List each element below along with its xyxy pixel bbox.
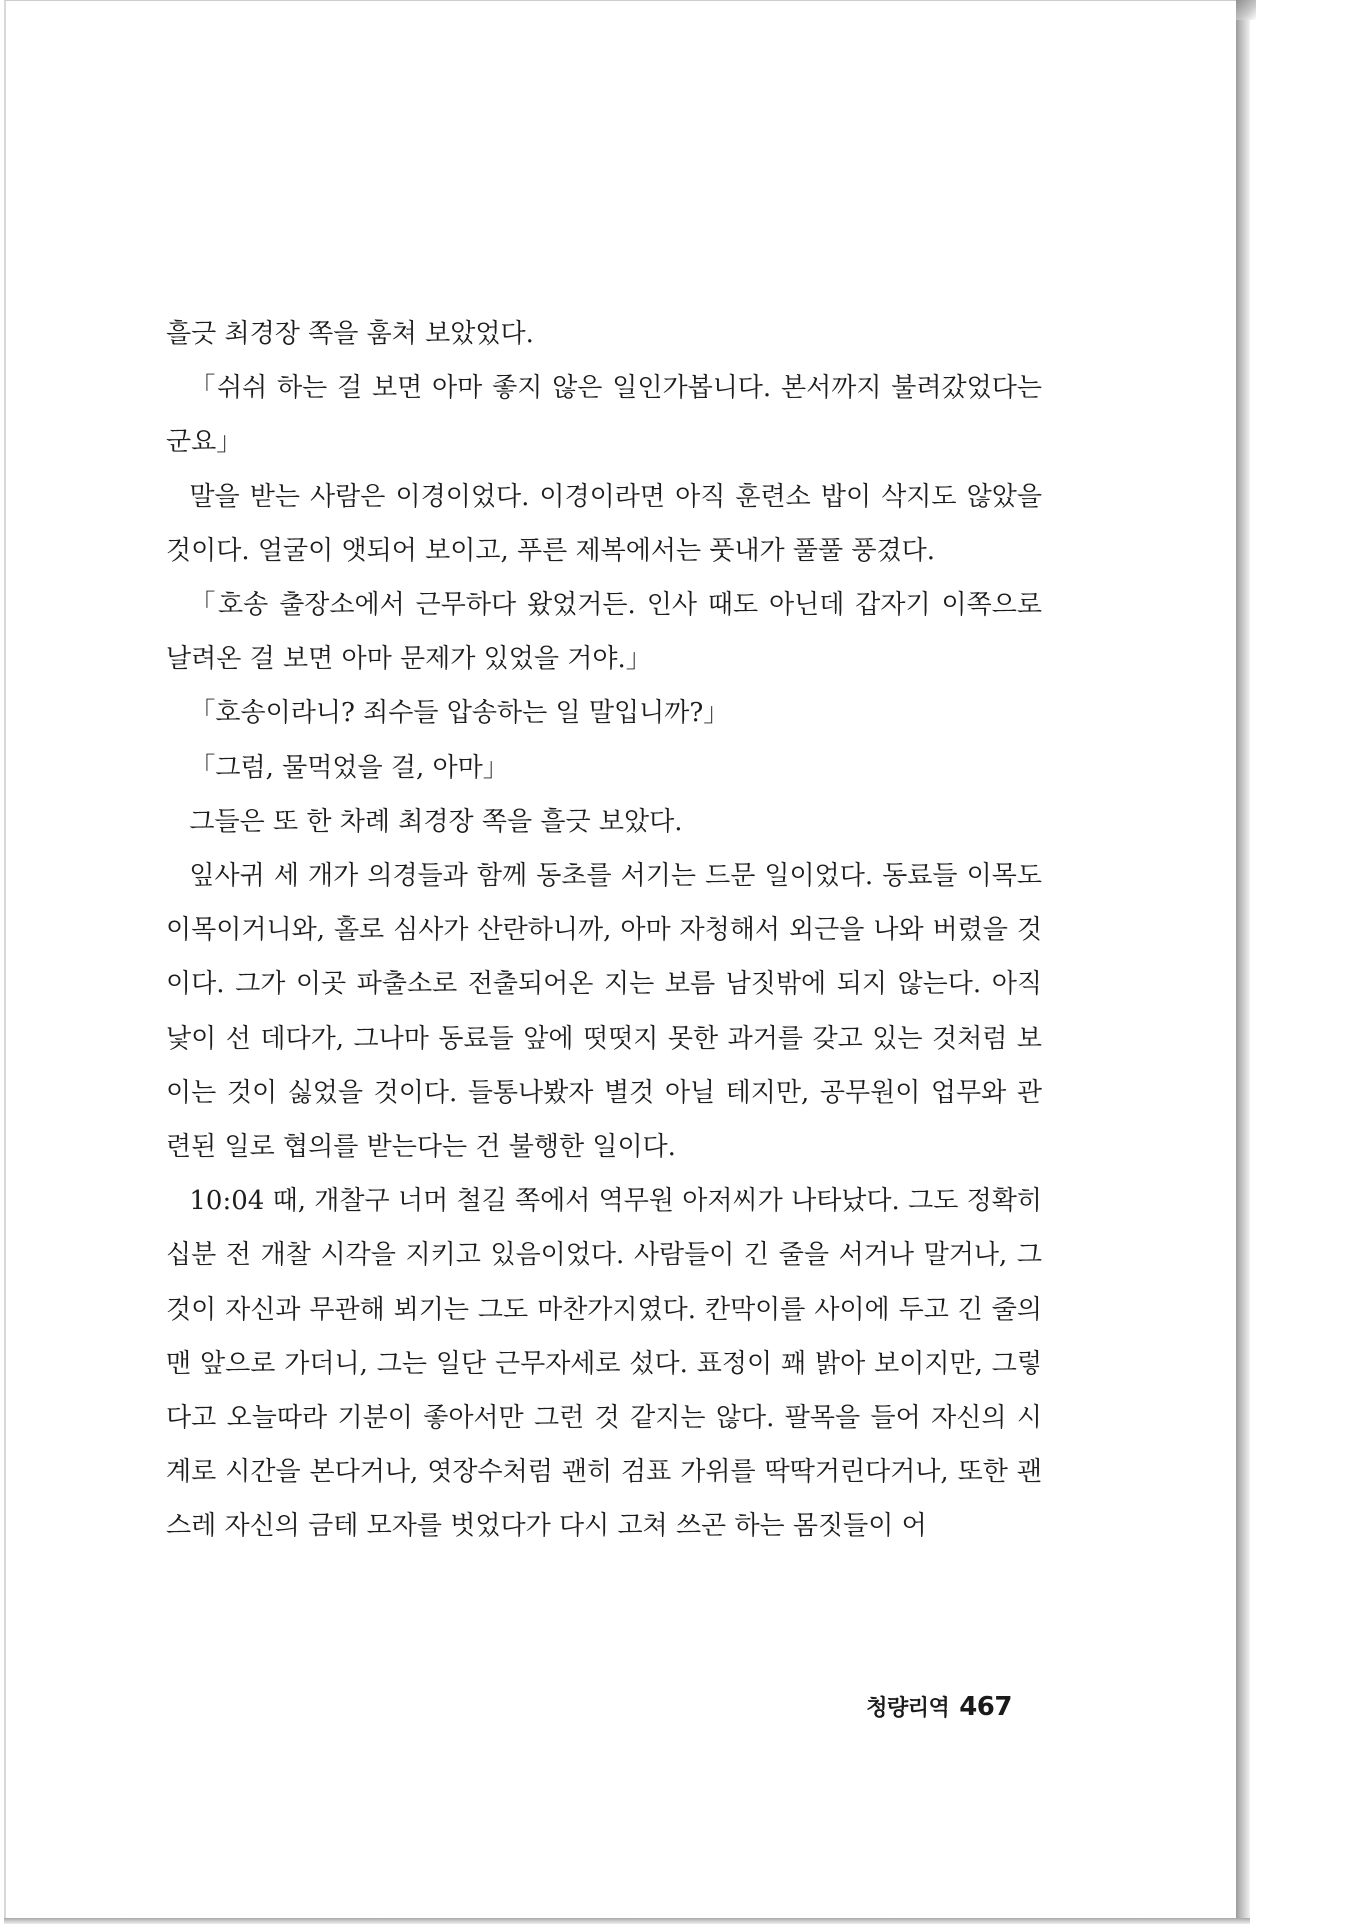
paragraph: 10:04 때, 개찰구 너머 철길 쪽에서 역무원 아저씨가 나타났다. 그도 정확히 십분 전 개찰 시각을 지키고 있음이었다. 사람들이 긴 줄을 서거나 말거나, 그것이 자신과 무관해 뵈기는 그도 마찬가지였다. 칸막이를 사이에 두고 긴 줄의 맨 앞으로 가더니, 그는 일단 근무자세로 섰다. 표정이 꽤 밝아 보이지만, 그렇다고 오늘따라 기분이 좋아서만 그런 것 같지는 않다. 팔목을 들어 자신의 시계로 시간을 본다거나, 엿장수처럼 괜히 검표 가위를 딱딱거린다거나, 또한 괜스레 자신의 금테 모자를 벗었다가 다시 고쳐 쓰곤 하는 몸짓들이 어 xyxy=(166,1186,1042,1542)
paragraph: 「호송 출장소에서 근무하다 왔었거든. 인사 때도 아닌데 갑자기 이쪽으로 날려온 걸 보면 아마 문제가 있었을 거야.」 xyxy=(166,590,1042,675)
paragraph: 말을 받는 사람은 이경이었다. 이경이라면 아직 훈련소 밥이 삭지도 않았을 것이다. 얼굴이 앳되어 보이고, 푸른 제복에서는 풋내가 풀풀 풍겼다. xyxy=(166,481,1042,566)
body-text xyxy=(166,307,1042,1554)
page-edge-shadow xyxy=(1236,0,1250,1920)
paragraph: 「그럼, 물먹었을 걸, 아마」 xyxy=(189,752,509,783)
page-corner-fold xyxy=(1236,0,1256,20)
paragraph: 잎사귀 세 개가 의경들과 함께 동초를 서기는 드문 일이었다. 동료들 이목도 이목이거니와, 홀로 심사가 산란하니까, 아마 자청해서 외근을 나와 버렸을 것이다. 그가 이곳 파출소로 전출되어온 지는 보름 남짓밖에 되지 않는다. 아직 낯이 선 데다가, 그나마 동료들 앞에 떳떳지 못한 과거를 갖고 있는 것처럼 보이는 것이 싫었을 것이다. 들통나봤자 별것 아닐 테지만, 공무원이 업무와 관련된 일로 협의를 받는다는 건 불행한 일이다. xyxy=(166,861,1042,1163)
running-title: 청량리역 xyxy=(866,1696,950,1721)
page-bottom-edge xyxy=(4,1918,1250,1924)
paragraph: 흘긋 최경장 쪽을 훔쳐 보았었다. xyxy=(166,319,534,349)
page-footer xyxy=(826,1691,1012,1722)
paragraph: 「쉬쉬 하는 걸 보면 아마 좋지 않은 일인가봅니다. 본서까지 불려갔었다는군요」 xyxy=(166,373,1042,458)
paragraph: 「호송이라니? 죄수들 압송하는 일 말입니까?」 xyxy=(189,698,730,729)
page-number: 467 xyxy=(959,1692,1012,1722)
paragraph: 그들은 또 한 차례 최경장 쪽을 흘긋 보았다. xyxy=(189,806,683,837)
book-page xyxy=(4,0,1236,1920)
